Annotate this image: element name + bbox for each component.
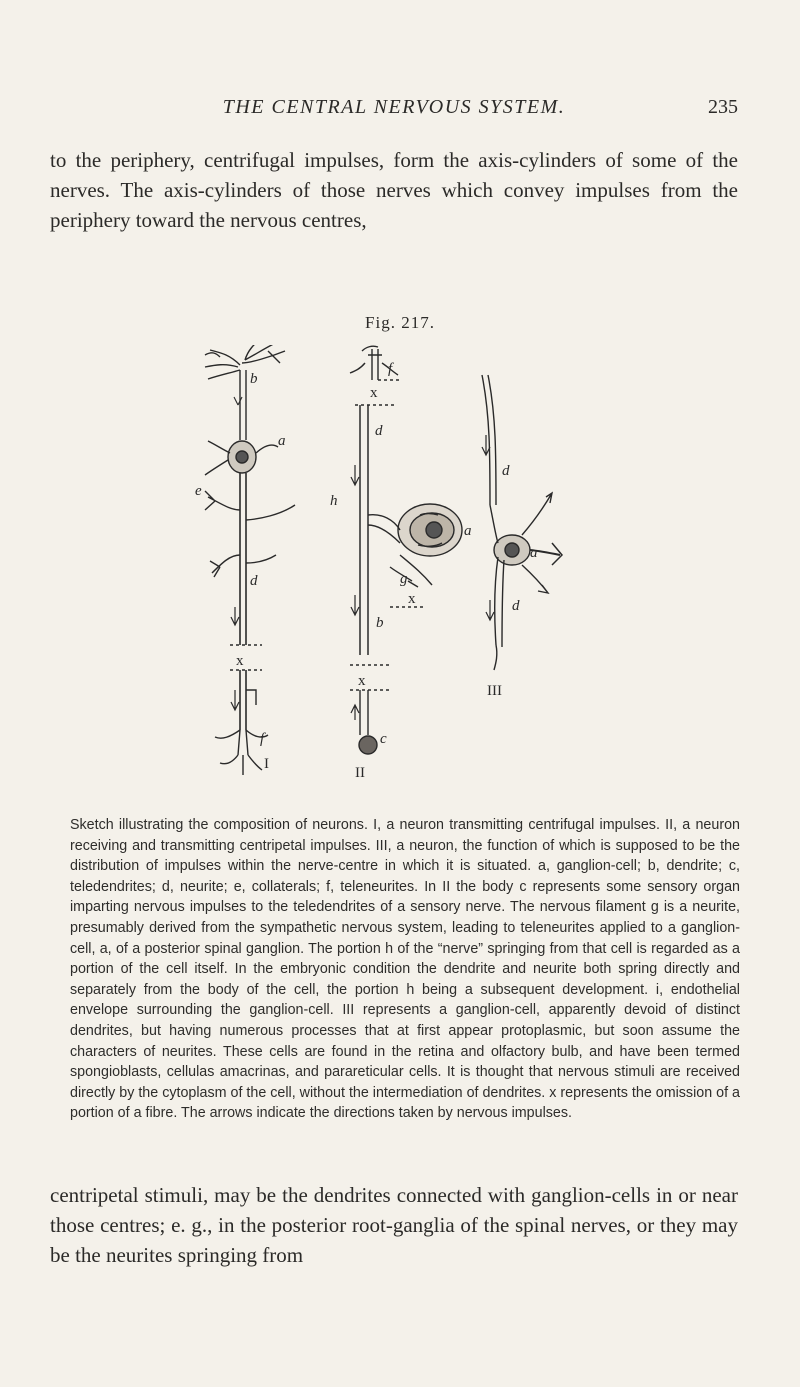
label-g: g bbox=[400, 571, 408, 587]
label-b: b bbox=[250, 371, 258, 387]
running-head bbox=[50, 96, 738, 128]
label-x-II-mid: x bbox=[408, 591, 416, 607]
label-numeral-III: III bbox=[487, 683, 502, 699]
label-a-II: a bbox=[464, 523, 472, 539]
label-numeral-II: II bbox=[355, 765, 365, 781]
label-d-III-bottom: d bbox=[512, 598, 520, 614]
label-d-I: d bbox=[250, 573, 258, 589]
neuron-I-drawing bbox=[205, 345, 295, 775]
label-numeral-I: I bbox=[264, 756, 269, 772]
label-e: e bbox=[195, 483, 202, 499]
label-x-I: x bbox=[236, 653, 244, 669]
label-x-II-bottom: x bbox=[358, 673, 366, 689]
figure-caption bbox=[50, 815, 740, 1124]
label-a-I: a bbox=[278, 433, 286, 449]
neuron-sketch bbox=[150, 345, 650, 795]
neuron-II-drawing bbox=[350, 346, 462, 754]
label-h: h bbox=[330, 493, 338, 509]
label-c: c bbox=[380, 731, 387, 747]
body-paragraph-top: to the periphery, centrifugal impulses, form the axis-cylinders of some of the nerves. The axis-cylinders of those nerves which convey impulses from the periphery toward the nervous centres, bbox=[50, 148, 738, 232]
neuron-III-drawing bbox=[482, 375, 562, 670]
caption-text: Sketch illustrating the composition of neurons. I, a neuron transmitting centrifugal impulses. II, a neuron receiving and transmitting centripetal impulses. III, a neuron, the function of which is supposed to be the distribution of impulses within the nerve-centre in which it is situated. a, ganglion-cell; b, dendrite; c, teledendrites; d, neurite; e, collaterals; f, teleneurites. In II the body c represents some sensory organ imparting nervous impulses to the teledendrites of a sensory nerve. The nervous filament g is a neurite, presumably derived from the sympathetic nervous system, leading to teleneurites applied to a ganglion-cell, a, of a posterior spinal ganglion. The portion h of the “nerve” springing from that cell is regarded as a portion of the cell itself. In the embryonic condition the dendrite and neurite both spring directly and separately from the body of the cell, the portion h being a subsequent development. i, endothelial envelope surrounding the ganglion-cell. III represents a ganglion-cell, apparently devoid of distinct dendrites, but having numerous processes that at first appear protoplasmic, but soon assume the characters of neurites. These cells are found in the retina and olfactory bulb, and have been termed spongioblasts, cellulas amacrinas, and parareticular cells. It is thought that nervous stimuli are received directly by the cytoplasm of the cell, without the intermediation of dendrites. x represents the omission of a portion of a fibre. The arrows indicate the directions taken by nervous impulses. bbox=[70, 817, 740, 1122]
label-f-II: f bbox=[388, 361, 393, 377]
body-paragraph-bottom: centripetal stimuli, may be the dendrites connected with ganglion-cells in or near those centres; e. g., in the posterior root-ganglia of the spinal nerves, or they may be the neurites springing from bbox=[50, 1183, 738, 1267]
figure-217 bbox=[150, 345, 650, 795]
label-b-II: b bbox=[376, 615, 384, 631]
running-title: THE CENTRAL NERVOUS SYSTEM. bbox=[222, 96, 566, 118]
figure-title: Fig. 217. bbox=[365, 313, 435, 332]
label-x-II-top: x bbox=[370, 385, 378, 401]
label-a-III: a bbox=[530, 545, 538, 561]
label-d-II: d bbox=[375, 423, 383, 439]
label-f-I: f bbox=[260, 731, 265, 747]
page-number: 235 bbox=[708, 96, 738, 118]
label-d-III-top: d bbox=[502, 463, 510, 479]
